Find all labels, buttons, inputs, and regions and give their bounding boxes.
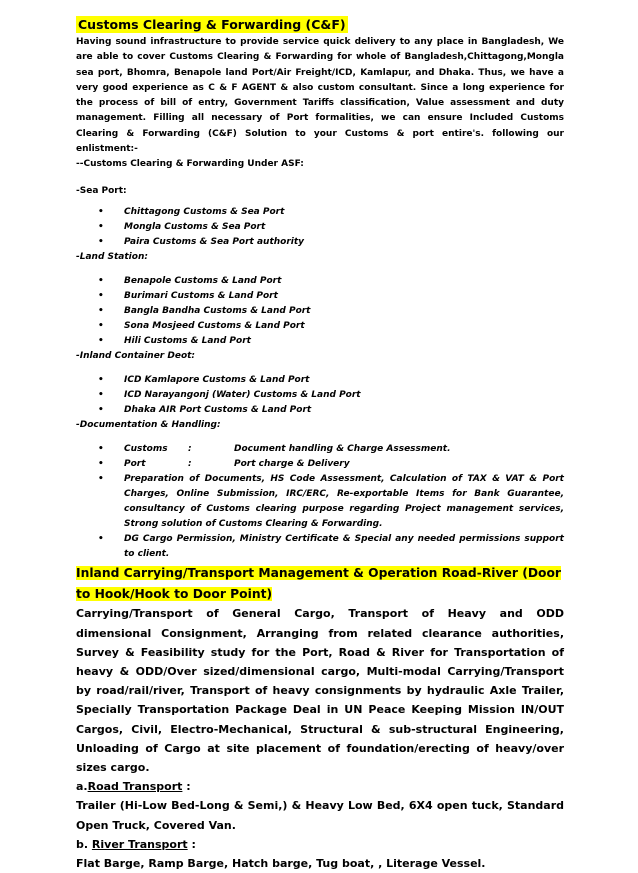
list-item: • Paira Customs & Sea Port authority (76, 235, 564, 250)
list-item: • DG Cargo Permission, Ministry Certificate & Special any needed permissions support to client. (98, 534, 564, 560)
section-title-cf: Customs Clearing & Forwarding (C&F) (78, 17, 346, 32)
inland-container-label: -Inland Container Deot: (76, 351, 196, 362)
bullet-icon: • (98, 336, 104, 347)
bullet-icon: • (98, 306, 104, 317)
inland-paragraph: Carrying/Transport of General Cargo, Transport of Heavy and ODD dimensional Consignment, Arranging from related clearance authorities, Survey & Feasibility study for the Port, Road & River for Transportation of heavy & ODD/Over sized/dimensional cargo, Multi-modal Carrying/Transport by road/rail/river, Transport of heavy consignments by hydraulic Axle Trailer, Specially Transportation Package Deal in UN Peace Keeping Mission IN/OUT Cargos, Civil, Electro-Mechanical, Structural & sub-structural Engineering, Unloading of Cargo at site placement of foundation/erecting of heavy/over sizes cargo. (76, 607, 564, 774)
bullet-icon: • (98, 276, 104, 287)
bullet-icon: • (98, 291, 104, 302)
list-item: • Preparation of Documents, HS Code Assessment, Calculation of TAX & VAT & Port Charges, Online Submission, IRC/ERC, Re-exportable Items for Bank Guarantee, consultancy of Customs clearing purpose regarding Project management services, Strong solution of Customs Clearing & Forwarding. (98, 474, 564, 530)
land-station-label: -Land Station: (76, 252, 148, 263)
bullet-icon: • (98, 405, 104, 416)
list-item: • Sona Mosjeed Customs & Land Port (76, 319, 564, 334)
river-transport-label: River Transport (91, 837, 188, 851)
document-page (76, 14, 564, 873)
road-transport-label: Road Transport (87, 780, 183, 794)
list-item: • Mongla Customs & Sea Port (76, 220, 564, 235)
inland-container-list (76, 373, 564, 418)
road-transport-heading: a.Road Transport : (76, 780, 191, 794)
list-item: • Bangla Bandha Customs & Land Port (76, 304, 564, 319)
bullet-icon: • (98, 207, 104, 218)
bullet-icon: • (98, 390, 104, 401)
river-transport-heading: b. River Transport : (76, 837, 196, 851)
bullet-icon: • (98, 474, 104, 485)
bullet-icon: • (98, 534, 104, 545)
bullet-icon: • (98, 222, 104, 233)
section-title-inland: Inland Carrying/Transport Management & Operation Road-River (Door to Hook/Hook to Door Point) (76, 566, 561, 602)
list-item: • Burimari Customs & Land Port (76, 289, 564, 304)
list-item: • Hili Customs & Land Port (76, 334, 564, 349)
intro-paragraph: Having sound infrastructure to provide service quick delivery to any place in Bangladesh, We are able to cover Customs Clearing & Forwarding for whole of Bangladesh,Chittagong,Mongla sea port, Bhomra, Benapole land Port/Air Freight/ICD, Kamlapur, and Dhaka. Thus, we have a very good experience as C & F AGENT & also custom consultant. Since a long experience for the process of bill of entry, Government Tariffs classification, Value assessment and duty management. Filling all necessary of Port formalities, we can ensure Included Customs Clearing & Forwarding (C&F) Solution to your Customs & port entire's. following our enlistment:- (76, 37, 564, 155)
list-item: • Benapole Customs & Land Port (76, 274, 564, 289)
list-item: • Customs : Document handling & Charge Assessment. (76, 442, 564, 457)
list-item: • ICD Narayangonj (Water) Customs & Land Port (76, 388, 564, 403)
bullet-icon: • (98, 237, 104, 248)
under-asf-line: --Customs Clearing & Forwarding Under ASF: (76, 159, 304, 170)
documentation-list (76, 442, 564, 562)
list-item: • ICD Kamlapore Customs & Land Port (76, 373, 564, 388)
bullet-icon: • (98, 321, 104, 332)
river-transport-text: Flat Barge, Ramp Barge, Hatch barge, Tug boat, , Literage Vessel. (76, 857, 486, 871)
bullet-icon: • (98, 375, 104, 386)
land-station-list (76, 274, 564, 349)
bullet-icon: • (98, 459, 104, 470)
list-item: • Port : Port charge & Delivery (76, 457, 564, 472)
documentation-label: -Documentation & Handling: (76, 420, 221, 431)
bullet-icon: • (98, 444, 104, 455)
list-item: • Dhaka AIR Port Customs & Land Port (76, 403, 564, 418)
sea-port-list (76, 205, 564, 250)
road-transport-text: Trailer (Hi-Low Bed-Long & Semi,) & Heavy Low Bed, 6X4 open tuck, Standard Open Truck, Covered Van. (76, 799, 564, 832)
sea-port-label: -Sea Port: (76, 186, 127, 197)
list-item: • Chittagong Customs & Sea Port (76, 205, 564, 220)
